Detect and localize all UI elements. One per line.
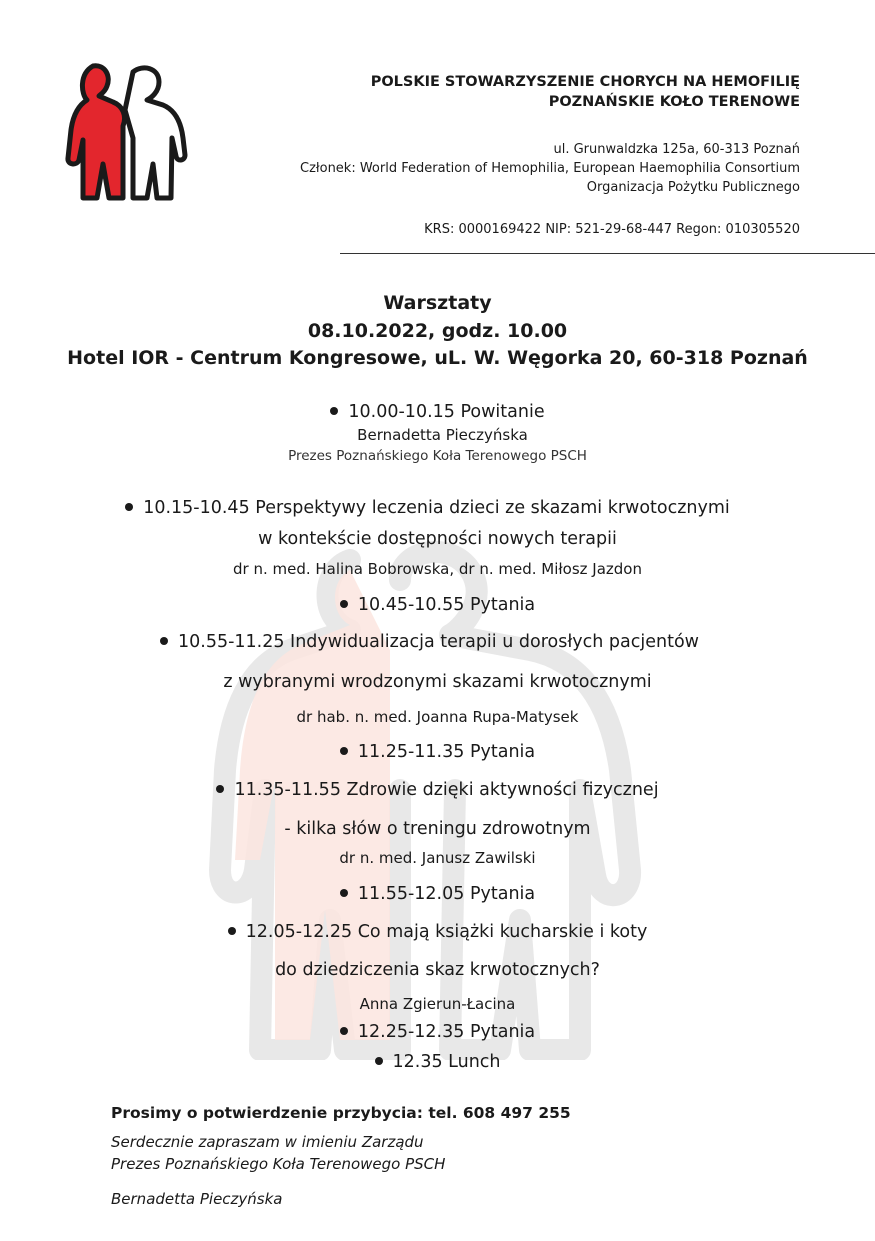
agenda-item-title: 10.45-10.55 Pytania [0,595,875,615]
agenda-item-title: 11.55-12.05 Pytania [0,884,875,904]
agenda-item-speaker: Anna Zgierun-Łacina [359,995,516,1013]
bullet-icon [228,927,236,935]
agenda-item-title: 12.05-12.25 Co mają książki kucharskie i koty [0,922,875,942]
bullet-icon [375,1057,383,1065]
rsvp-line: Prosimy o potwierdzenie przybycia: tel. 608 497 255 [111,1104,571,1122]
org-membership: Członek: World Federation of Hemophilia, European Haemophilia Consortium [300,161,800,176]
bullet-icon [340,747,348,755]
agenda-item-speaker: Bernadetta Pieczyńska [357,426,528,444]
agenda-item-title: 12.25-12.35 Pytania [0,1022,875,1042]
bullet-icon [125,503,133,511]
org-status: Organizacja Pożytku Publicznego [586,180,800,195]
bullet-icon [160,637,168,645]
agenda-item-speaker: dr n. med. Halina Bobrowska, dr n. med. Miłosz Jazdon [232,560,642,578]
agenda-item-title: 10.55-11.25 Indywidualizacja terapii u dorosłych pacjentów [0,632,867,652]
bullet-icon [340,600,348,608]
invitation-text [111,1131,445,1175]
invitation-line2: Prezes Poznańskiego Koła Terenowego PSCH [111,1155,446,1173]
figures-watermark-icon [150,540,750,1060]
bullet-icon [340,1027,348,1035]
bullet-icon [216,785,224,793]
agenda-item-title: 11.25-11.35 Pytania [0,742,875,762]
title-line3: Hotel IOR - Centrum Kongresowe, uL. W. Węgorka 20, 60-318 Poznań [67,347,808,369]
organization-details [300,140,800,197]
title-line1: Warsztaty [383,292,492,314]
agenda-item-title-cont: z wybranymi wrodzonymi skazami krwotocznymi [223,672,652,692]
agenda-item-title-cont: do dziedziczenia skaz krwotocznych? [275,960,600,980]
agenda-item-title: 10.15-10.45 Perspektywy leczenia dzieci ze skazami krwotocznymi [0,498,865,518]
agenda-item-title-cont: w kontekście dostępności nowych terapii [258,529,617,549]
org-registry: KRS: 0000169422 NIP: 521-29-68-447 Regon: 010305520 [424,222,800,237]
agenda-item-speaker: dr hab. n. med. Joanna Rupa-Matysek [296,708,579,726]
agenda-item-title: 11.35-11.55 Zdrowie dzięki aktywności fizycznej [0,780,875,800]
agenda-item-title: 12.35 Lunch [0,1052,875,1072]
organization-name [371,72,800,112]
bullet-icon [330,407,338,415]
org-address: ul. Grunwaldzka 125a, 60-313 Poznań [553,142,800,157]
event-title [0,290,875,373]
org-name-line2: POZNAŃSKIE KOŁO TERENOWE [548,94,800,110]
invitation-line1: Serdecznie zapraszam w imieniu Zarządu [111,1133,424,1151]
bullet-icon [340,889,348,897]
signature: Bernadetta Pieczyńska [111,1190,283,1208]
agenda-item-speaker: dr n. med. Janusz Zawilski [339,849,536,867]
agenda-item-title: 10.00-10.15 Powitanie [0,402,875,422]
agenda-item-role: Prezes Poznańskiego Koła Terenowego PSCH [288,448,587,464]
two-figures-logo-icon [55,60,190,205]
title-line2: 08.10.2022, godz. 10.00 [307,319,568,342]
header-divider [340,253,875,254]
agenda-item-title-cont: - kilka słów o treningu zdrowotnym [284,819,591,839]
org-name-line1: POLSKIE STOWARZYSZENIE CHORYCH NA HEMOFILIĘ [370,74,800,90]
